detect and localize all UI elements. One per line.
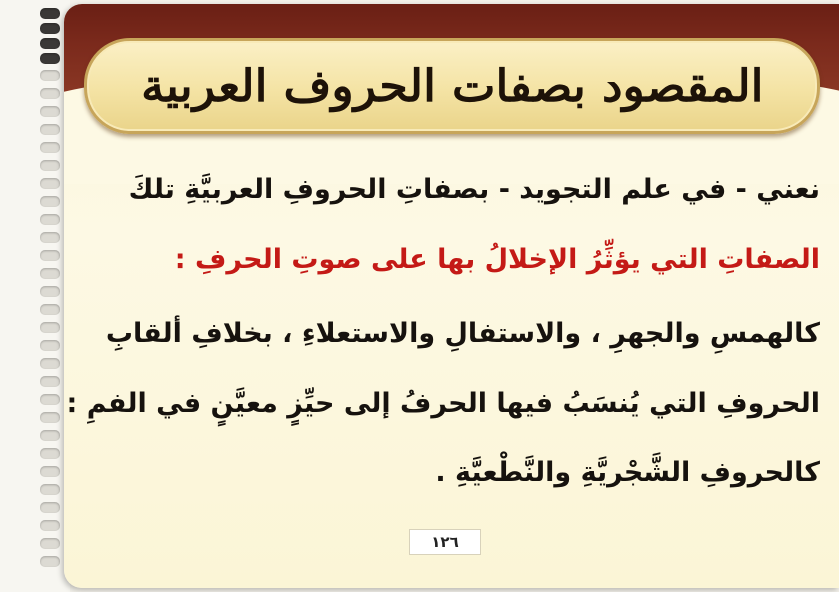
binding-ring — [40, 340, 60, 351]
title-banner — [84, 38, 820, 134]
binding-ring — [40, 358, 60, 369]
binding-ring — [40, 520, 60, 531]
binding-ring — [40, 124, 60, 135]
page-title: المقصود بصفات الحروف العربية — [140, 60, 764, 112]
binding-ring — [40, 556, 60, 567]
binding-ring — [40, 23, 60, 34]
paragraph-line-4: الحروفِ التي يُنسَبُ فيها الحرفُ إلى حيِّزٍ معيَّنٍ في الفمِ : — [66, 388, 820, 419]
binding-ring — [40, 430, 60, 441]
binding-ring — [40, 70, 60, 81]
binding-ring — [40, 196, 60, 207]
binding-ring — [40, 502, 60, 513]
paragraph-line-2-highlight: الصفاتِ التي يؤثِّرُ الإخلالُ بها على صوتِ الحرفِ : — [174, 244, 820, 275]
paragraph-line-3: كالهمسِ والجهرِ ، والاستفالِ والاستعلاءِ ، بخلافِ ألقابِ — [105, 318, 820, 349]
spiral-binding — [0, 0, 70, 592]
binding-ring — [40, 88, 60, 99]
binding-ring — [40, 538, 60, 549]
binding-ring — [40, 322, 60, 333]
binding-ring — [40, 53, 60, 64]
paragraph-line-1: نعني - في علم التجويد - بصفاتِ الحروفِ العربيَّةِ تلكَ — [128, 174, 820, 205]
binding-ring — [40, 232, 60, 243]
binding-ring — [40, 214, 60, 225]
binding-ring — [40, 142, 60, 153]
binding-ring — [40, 178, 60, 189]
lesson-card — [64, 4, 839, 588]
binding-ring — [40, 38, 60, 49]
binding-ring — [40, 250, 60, 261]
binding-ring — [40, 268, 60, 279]
binding-ring — [40, 106, 60, 117]
page-number: ١٢٦ — [409, 529, 481, 555]
binding-ring — [40, 304, 60, 315]
binding-ring — [40, 8, 60, 19]
paragraph-line-5: كالحروفِ الشَّجْريَّةِ والنَّطْعيَّةِ . — [435, 457, 820, 488]
binding-ring — [40, 376, 60, 387]
binding-ring — [40, 394, 60, 405]
binding-ring — [40, 160, 60, 171]
binding-ring — [40, 286, 60, 297]
binding-ring — [40, 448, 60, 459]
binding-ring — [40, 412, 60, 423]
binding-ring — [40, 484, 60, 495]
binding-ring — [40, 466, 60, 477]
